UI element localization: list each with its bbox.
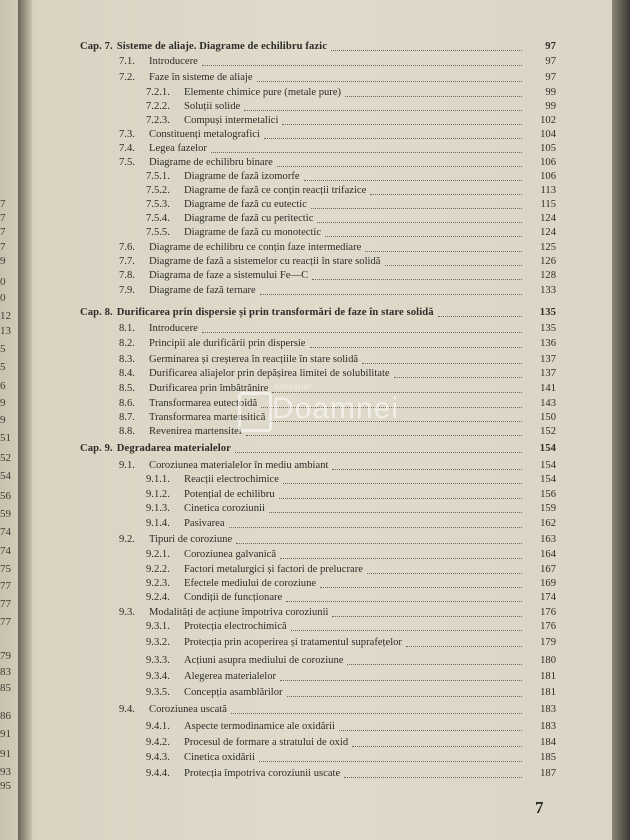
toc-leader-dots xyxy=(438,316,522,317)
facing-page-number: 91 xyxy=(0,748,11,760)
facing-page-number: 7 xyxy=(0,241,6,253)
toc-number: 9.4.4. xyxy=(146,768,170,779)
toc-page: 97 xyxy=(545,56,556,67)
toc-entry xyxy=(119,703,556,717)
toc-page: 185 xyxy=(540,752,556,763)
toc-page: 184 xyxy=(540,737,556,748)
toc-page: 124 xyxy=(540,227,556,238)
toc-leader-dots xyxy=(211,152,522,153)
toc-number: 9.4.2. xyxy=(146,737,170,748)
watermark-subtitle: anticariat xyxy=(274,382,312,391)
toc-number: 7.5.4. xyxy=(146,213,170,224)
toc-leader-dots xyxy=(365,251,522,252)
toc-entry xyxy=(119,71,556,85)
toc-leader-dots xyxy=(339,730,522,731)
toc-title: Coroziunea uscată xyxy=(149,704,227,715)
toc-leader-dots xyxy=(311,208,522,209)
toc-entry xyxy=(146,686,556,700)
toc-number: 9.2.2. xyxy=(146,564,170,575)
toc-page: 154 xyxy=(540,474,556,485)
toc-page: 163 xyxy=(540,534,556,545)
toc-entry xyxy=(119,255,556,269)
toc-page: 156 xyxy=(540,489,556,500)
toc-leader-dots xyxy=(264,138,522,139)
toc-leader-dots xyxy=(229,527,522,528)
facing-page-number: 51 xyxy=(0,432,11,444)
toc-page: 133 xyxy=(540,285,556,296)
toc-page: 169 xyxy=(540,578,556,589)
facing-page-number: 95 xyxy=(0,780,11,792)
toc-entry xyxy=(146,751,556,765)
toc-leader-dots xyxy=(287,696,522,697)
toc-entry xyxy=(146,591,556,605)
toc-page: 105 xyxy=(540,143,556,154)
facing-page-number: 9 xyxy=(0,255,6,267)
facing-page-number: 77 xyxy=(0,598,11,610)
toc-leader-dots xyxy=(260,294,522,295)
toc-number: 9.4.1. xyxy=(146,721,170,732)
toc-title: Condiții de funcționare xyxy=(184,592,283,603)
toc-number: 7.2. xyxy=(119,72,135,83)
toc-entry xyxy=(146,502,556,516)
toc-number: 7.5.2. xyxy=(146,185,170,196)
toc-leader-dots xyxy=(282,124,522,125)
toc-title: Principii ale durificării prin dispersie xyxy=(149,338,306,349)
toc-number: 9.2. xyxy=(119,534,135,545)
facing-page-number: 6 xyxy=(0,380,6,392)
toc-number: 8.3. xyxy=(119,354,135,365)
toc-number: 7.2.3. xyxy=(146,115,170,126)
watermark-text: Doamnei xyxy=(272,392,400,425)
toc-entry xyxy=(119,322,556,336)
toc-entry xyxy=(119,284,556,298)
toc-leader-dots xyxy=(304,180,522,181)
toc-entry xyxy=(119,55,556,69)
toc-entry xyxy=(119,337,556,351)
toc-title: Germinarea și creșterea în reacțiile în stare solidă xyxy=(149,354,359,365)
toc-page: 174 xyxy=(540,592,556,603)
toc-title: Durificarea prin dispersie și prin transformări de faze în stare solidă xyxy=(116,307,434,318)
facing-page-number: 77 xyxy=(0,616,11,628)
facing-page-number: 7 xyxy=(0,226,6,238)
toc-title: Diagrama de faze a sistemului Fe—C xyxy=(149,270,309,281)
toc-number: 9.3.4. xyxy=(146,671,170,682)
toc-entry xyxy=(119,156,556,170)
toc-page: 181 xyxy=(540,687,556,698)
toc-title: Diagrame de fază cu peritectic xyxy=(184,213,314,224)
toc-title: Compuși intermetalici xyxy=(184,115,279,126)
toc-entry xyxy=(146,212,556,226)
facing-page-number: 85 xyxy=(0,682,11,694)
toc-page: 106 xyxy=(540,171,556,182)
toc-title: Soluții solide xyxy=(184,101,241,112)
toc-leader-dots xyxy=(370,194,522,195)
facing-page-number: 5 xyxy=(0,343,6,355)
facing-page-number: 9 xyxy=(0,397,6,409)
toc-entry xyxy=(119,269,556,283)
toc-entry xyxy=(119,142,556,156)
toc-number: 8.8. xyxy=(119,426,135,437)
facing-page-number: 59 xyxy=(0,508,11,520)
facing-page-number: 79 xyxy=(0,650,11,662)
toc-title: Durificarea aliajelor prin depășirea limitei de solubilitate xyxy=(149,368,390,379)
toc-number: Cap. 7. xyxy=(80,41,113,52)
toc-entry xyxy=(146,670,556,684)
toc-number: 7.5.3. xyxy=(146,199,170,210)
toc-number: Cap. 8. xyxy=(80,307,113,318)
facing-page-number: 7 xyxy=(0,212,6,224)
toc-number: 8.7. xyxy=(119,412,135,423)
toc-page: 113 xyxy=(540,185,556,196)
facing-page-number: 0 xyxy=(0,292,6,304)
toc-entry xyxy=(146,100,556,114)
toc-entry xyxy=(146,473,556,487)
toc-page: 126 xyxy=(540,256,556,267)
facing-page-number: 56 xyxy=(0,490,11,502)
toc-title: Faze în sisteme de aliaje xyxy=(149,72,253,83)
facing-page-number: 0 xyxy=(0,276,6,288)
toc-page: 183 xyxy=(540,721,556,732)
toc-entry xyxy=(146,184,556,198)
toc-page: 154 xyxy=(540,460,556,471)
toc-page: 167 xyxy=(540,564,556,575)
toc-leader-dots xyxy=(332,616,522,617)
toc-page: 164 xyxy=(540,549,556,560)
toc-page: 141 xyxy=(540,383,556,394)
toc-number: 9.1.4. xyxy=(146,518,170,529)
toc-leader-dots xyxy=(202,65,522,66)
toc-page: 187 xyxy=(540,768,556,779)
toc-entry xyxy=(146,736,556,750)
toc-leader-dots xyxy=(347,664,522,665)
toc-entry xyxy=(119,606,556,620)
toc-chapter xyxy=(80,306,556,320)
toc-title: Reacții electrochimice xyxy=(184,474,279,485)
toc-title: Coroziunea galvanică xyxy=(184,549,277,560)
toc-number: 9.2.4. xyxy=(146,592,170,603)
toc-entry xyxy=(146,114,556,128)
toc-leader-dots xyxy=(362,363,522,364)
toc-entry xyxy=(146,198,556,212)
book-spine xyxy=(18,0,32,840)
toc-entry xyxy=(119,459,556,473)
toc-number: 7.9. xyxy=(119,285,135,296)
toc-page: 128 xyxy=(540,270,556,281)
toc-page: 115 xyxy=(540,199,556,210)
facing-page-number: 86 xyxy=(0,710,11,722)
toc-title: Constituenți metalografici xyxy=(149,129,260,140)
toc-leader-dots xyxy=(202,332,522,333)
toc-chapter xyxy=(80,40,556,54)
toc-title: Introducere xyxy=(149,56,198,67)
toc-title: Transformarea eutectoidă xyxy=(149,398,258,409)
toc-title: Introducere xyxy=(149,323,198,334)
toc-number: 7.5.1. xyxy=(146,171,170,182)
toc-number: 7.5. xyxy=(119,157,135,168)
toc-page: 152 xyxy=(540,426,556,437)
toc-leader-dots xyxy=(286,601,522,602)
toc-entry xyxy=(146,720,556,734)
toc-title: Diagrame de fază izomorfe xyxy=(184,171,300,182)
toc-leader-dots xyxy=(283,483,522,484)
toc-page: 154 xyxy=(539,443,556,454)
toc-title: Cinetica coroziunii xyxy=(184,503,265,514)
toc-page: 97 xyxy=(545,41,556,52)
toc-leader-dots xyxy=(244,110,522,111)
toc-number: 9.1.1. xyxy=(146,474,170,485)
toc-number: 9.4.3. xyxy=(146,752,170,763)
toc-number: 8.5. xyxy=(119,383,135,394)
toc-entry xyxy=(146,517,556,531)
toc-title: Diagrame de echilibru binare xyxy=(149,157,273,168)
facing-page-number: 52 xyxy=(0,452,11,464)
toc-entry xyxy=(119,353,556,367)
facing-page-number: 54 xyxy=(0,470,11,482)
toc-entry xyxy=(146,577,556,591)
facing-page-number: 5 xyxy=(0,361,6,373)
toc-leader-dots xyxy=(236,543,522,544)
toc-page: 176 xyxy=(540,607,556,618)
facing-page-number: 75 xyxy=(0,563,11,575)
facing-page-number: 93 xyxy=(0,766,11,778)
toc-title: Diagrame de echilibru ce conțin faze intermediare xyxy=(149,242,362,253)
toc-leader-dots xyxy=(344,777,522,778)
toc-title: Protecția împotriva coroziunii uscate xyxy=(184,768,341,779)
toc-leader-dots xyxy=(385,265,522,266)
toc-number: 8.4. xyxy=(119,368,135,379)
toc-entry xyxy=(146,86,556,100)
toc-title: Protecția prin acoperirea și tratamentul suprafețelor xyxy=(184,637,402,648)
toc-page: 136 xyxy=(540,338,556,349)
toc-page: 104 xyxy=(540,129,556,140)
toc-entry xyxy=(146,654,556,668)
toc-number: 7.4. xyxy=(119,143,135,154)
toc-title: Transformarea martensitică xyxy=(149,412,266,423)
toc-page: 183 xyxy=(540,704,556,715)
toc-entry xyxy=(119,128,556,142)
toc-title: Degradarea materialelor xyxy=(116,443,231,454)
toc-page: 150 xyxy=(540,412,556,423)
toc-title: Legea fazelor xyxy=(149,143,207,154)
toc-number: 8.6. xyxy=(119,398,135,409)
facing-page-number: 12 xyxy=(0,310,11,322)
toc-leader-dots xyxy=(394,377,522,378)
toc-page: 106 xyxy=(540,157,556,168)
toc-title: Diagrame de fază cu eutectic xyxy=(184,199,307,210)
facing-page-number: 77 xyxy=(0,580,11,592)
toc-leader-dots xyxy=(317,222,522,223)
toc-page: 143 xyxy=(540,398,556,409)
toc-page: 176 xyxy=(540,621,556,632)
toc-page: 124 xyxy=(540,213,556,224)
toc-number: 7.5.5. xyxy=(146,227,170,238)
facing-page-number: 7 xyxy=(0,198,6,210)
toc-entry xyxy=(146,488,556,502)
toc-title: Protecția electrochimică xyxy=(184,621,287,632)
toc-page: 137 xyxy=(540,368,556,379)
facing-page-number: 83 xyxy=(0,666,11,678)
toc-number: 7.6. xyxy=(119,242,135,253)
toc-page: 162 xyxy=(540,518,556,529)
watermark xyxy=(238,382,408,446)
toc-title: Tipuri de coroziune xyxy=(149,534,233,545)
toc-page: 179 xyxy=(540,637,556,648)
toc-leader-dots xyxy=(352,746,522,747)
toc-page: 99 xyxy=(545,87,556,98)
toc-number: 7.1. xyxy=(119,56,135,67)
toc-number: 9.3. xyxy=(119,607,135,618)
toc-leader-dots xyxy=(280,558,522,559)
toc-leader-dots xyxy=(259,761,522,762)
toc-leader-dots xyxy=(231,713,522,714)
toc-leader-dots xyxy=(279,498,522,499)
toc-title: Procesul de formare a stratului de oxid xyxy=(184,737,349,748)
toc-entry xyxy=(146,170,556,184)
toc-title: Elemente chimice pure (metale pure) xyxy=(184,87,342,98)
toc-number: 9.4. xyxy=(119,704,135,715)
toc-leader-dots xyxy=(280,680,522,681)
toc-number: 9.1.2. xyxy=(146,489,170,500)
toc-title: Diagrame de fază cu monotectic xyxy=(184,227,322,238)
toc-entry xyxy=(119,533,556,547)
toc-title: Acțiuni asupra mediului de coroziune xyxy=(184,655,344,666)
toc-page: 135 xyxy=(540,323,556,334)
toc-page: 137 xyxy=(540,354,556,365)
toc-entry xyxy=(146,563,556,577)
toc-title: Durificarea prin îmbătrânire xyxy=(149,383,269,394)
toc-page: 180 xyxy=(540,655,556,666)
toc-title: Factori metalurgici și factori de prelucrare xyxy=(184,564,363,575)
toc-leader-dots xyxy=(312,279,522,280)
toc-number: 8.1. xyxy=(119,323,135,334)
toc-title: Cinetica oxidării xyxy=(184,752,255,763)
toc-number: 9.3.1. xyxy=(146,621,170,632)
toc-entry xyxy=(146,636,556,650)
toc-title: Sisteme de aliaje. Diagrame de echilibru fazic xyxy=(116,41,328,52)
toc-page: 181 xyxy=(540,671,556,682)
toc-entry xyxy=(146,226,556,240)
toc-title: Aspecte termodinamice ale oxidării xyxy=(184,721,335,732)
toc-leader-dots xyxy=(291,630,522,631)
facing-page-number: 9 xyxy=(0,414,6,426)
toc-number: 9.2.1. xyxy=(146,549,170,560)
toc-number: 7.3. xyxy=(119,129,135,140)
toc-title: Pasivarea xyxy=(184,518,225,529)
toc-leader-dots xyxy=(331,50,522,51)
toc-title: Coroziunea materialelor în mediu ambiant xyxy=(149,460,329,471)
toc-number: 9.1.3. xyxy=(146,503,170,514)
toc-page: 102 xyxy=(540,115,556,126)
toc-leader-dots xyxy=(320,587,522,588)
toc-leader-dots xyxy=(269,512,522,513)
toc-page: 99 xyxy=(545,101,556,112)
toc-title: Alegerea materialelor xyxy=(184,671,277,682)
toc-title: Potențial de echilibru xyxy=(184,489,275,500)
toc-number: 9.3.2. xyxy=(146,637,170,648)
toc-number: 9.3.3. xyxy=(146,655,170,666)
facing-page-number: 74 xyxy=(0,545,11,557)
toc-number: 9.3.5. xyxy=(146,687,170,698)
toc-entry xyxy=(146,767,556,781)
page-edge-shadow xyxy=(612,0,630,840)
toc-title: Revenirea martensitei xyxy=(149,426,242,437)
toc-title: Diagrame de fază a sistemelor cu reacții în stare solidă xyxy=(149,256,381,267)
toc-number: 7.2.2. xyxy=(146,101,170,112)
toc-number: Cap. 9. xyxy=(80,443,113,454)
toc-page: 135 xyxy=(539,307,556,318)
toc-page: 125 xyxy=(540,242,556,253)
toc-title: Concepția asamblărilor xyxy=(184,687,283,698)
facing-page-number: 91 xyxy=(0,728,11,740)
toc-number: 7.8. xyxy=(119,270,135,281)
toc-number: 9.1. xyxy=(119,460,135,471)
toc-entry xyxy=(146,620,556,634)
toc-leader-dots xyxy=(332,469,522,470)
toc-title: Diagrame de fază ce conțin reacții trifazice xyxy=(184,185,367,196)
toc-title: Diagrame de fază ternare xyxy=(149,285,256,296)
toc-leader-dots xyxy=(310,347,522,348)
toc-leader-dots xyxy=(277,166,522,167)
toc-entry xyxy=(146,548,556,562)
toc-title: Modalități de acțiune împotriva coroziunii xyxy=(149,607,329,618)
facing-page-number: 13 xyxy=(0,325,11,337)
toc-leader-dots xyxy=(235,452,522,453)
toc-entry xyxy=(119,367,556,381)
toc-number: 8.2. xyxy=(119,338,135,349)
toc-leader-dots xyxy=(325,236,522,237)
facing-page-number: 74 xyxy=(0,526,11,538)
toc-page: 97 xyxy=(545,72,556,83)
page-number: 7 xyxy=(535,798,544,817)
toc-leader-dots xyxy=(257,81,522,82)
toc-title: Efectele mediului de coroziune xyxy=(184,578,317,589)
toc-leader-dots xyxy=(406,646,522,647)
toc-leader-dots xyxy=(367,573,522,574)
toc-leader-dots xyxy=(345,96,522,97)
toc-entry xyxy=(119,241,556,255)
toc-number: 7.7. xyxy=(119,256,135,267)
toc-number: 9.2.3. xyxy=(146,578,170,589)
toc-number: 7.2.1. xyxy=(146,87,170,98)
watermark-logo xyxy=(238,392,272,432)
toc-page: 159 xyxy=(540,503,556,514)
